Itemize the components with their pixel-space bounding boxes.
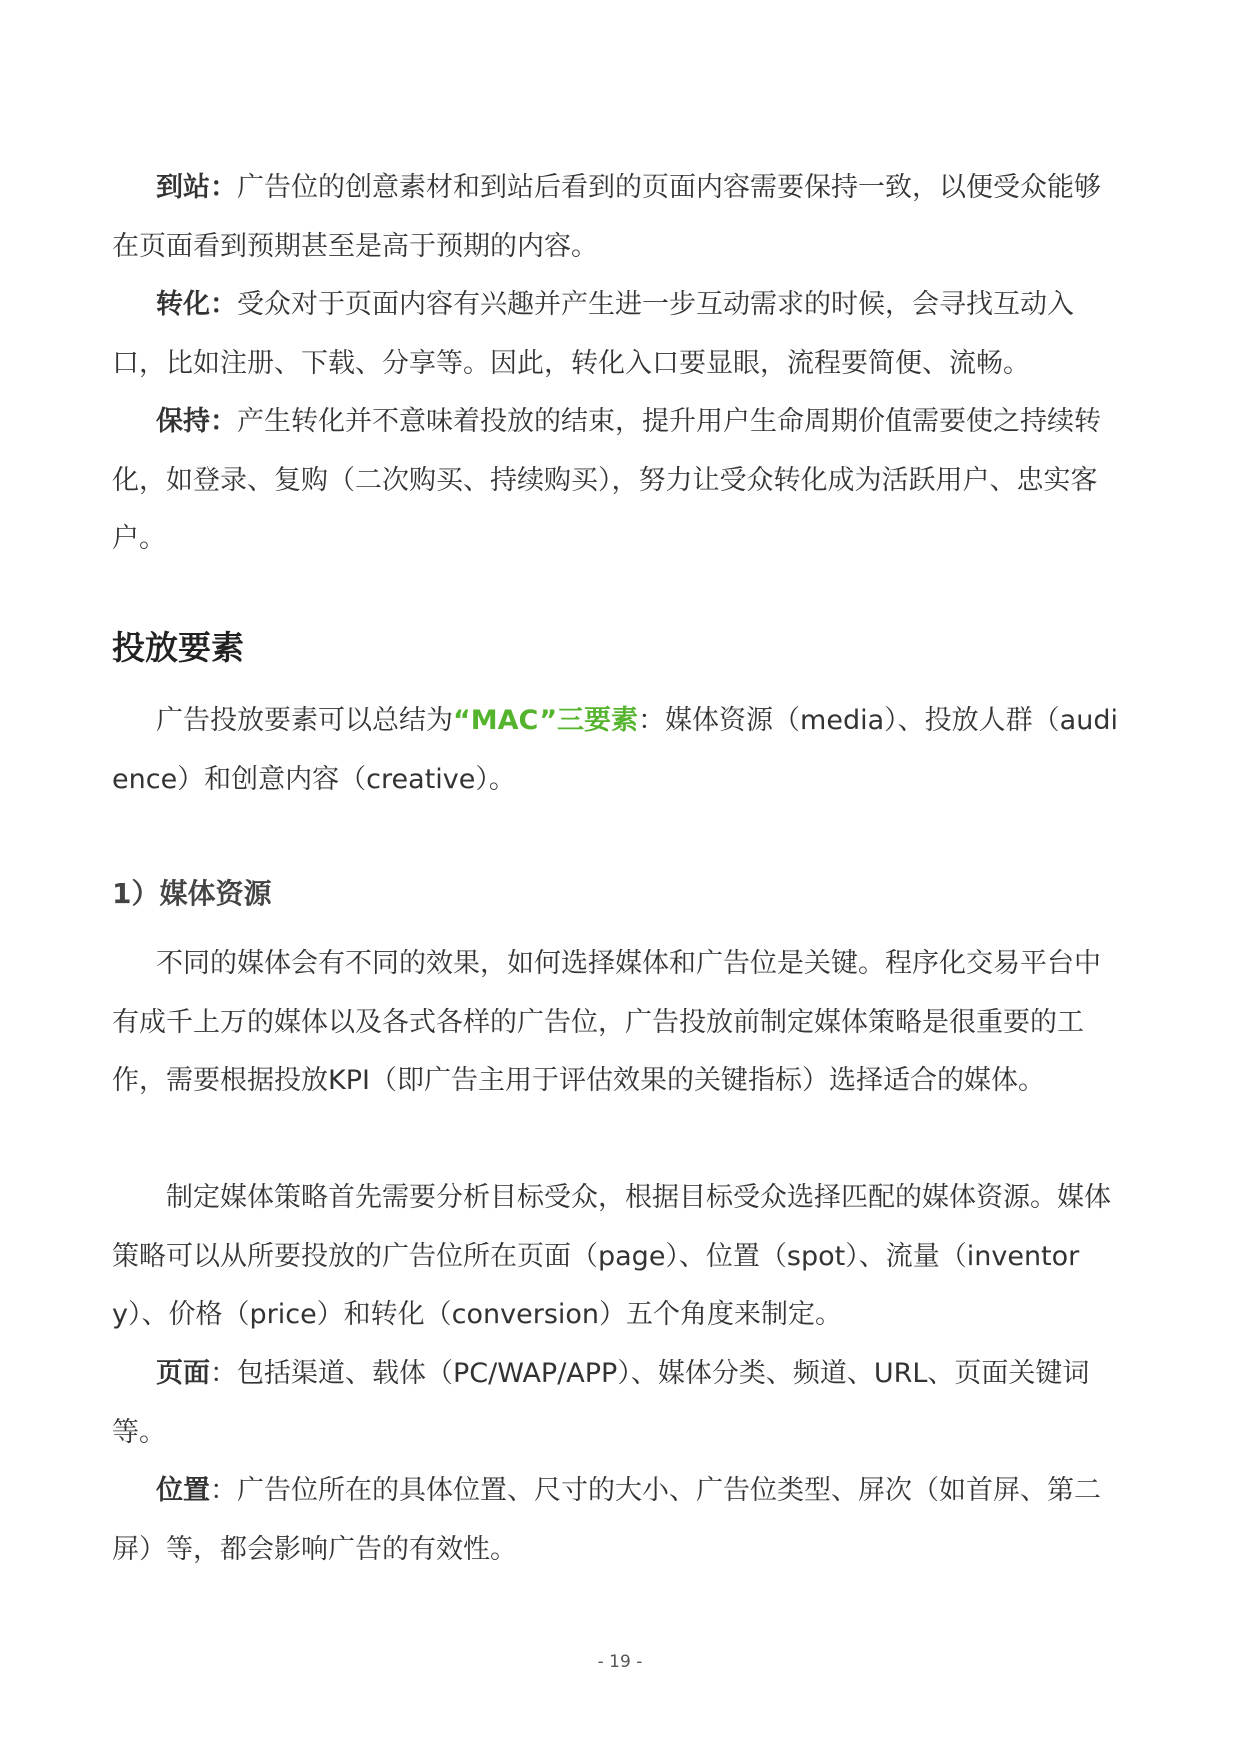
term-arrival: 到站： [156, 172, 237, 203]
paragraph-media-choice: 不同的媒体会有不同的效果，如何选择媒体和广告位是关键。程序化交易平台中有成千上万的媒体以及各式各样的广告位，广告投放前制定媒体策略是很重要的工作，需要根据投放KPI（即广告主用于评估效果的关键指标）选择适合的媒体。 [112, 948, 1101, 1096]
term-page: 页面 [156, 1358, 210, 1389]
paragraph-arrival [112, 159, 1122, 276]
paragraph-conversion-text: 受众对于页面内容有兴趣并产生进一步互动需求的时候，会寻找互动入口，比如注册、下载、分享等。因此，转化入口要显眼，流程要简便、流畅。 [112, 289, 1074, 379]
subsection-heading: 1）媒体资源 [112, 877, 272, 910]
paragraph-conversion [112, 276, 1122, 393]
paragraph-media-strategy: 制定媒体策略首先需要分析目标受众，根据目标受众选择匹配的媒体资源。媒体策略可以从所要投放的广告位所在页面（page）、位置（spot）、流量（inventory）、价格（price）和转化（conversion）五个角度来制定。 [112, 1182, 1111, 1330]
paragraph-page-text: ：包括渠道、载体（PC/WAP/APP）、媒体分类、频道、URL、页面关键词等。 [112, 1358, 1090, 1448]
term-spot: 位置 [156, 1475, 210, 1506]
section-heading: 投放要素 [112, 628, 244, 667]
paragraph-spot [112, 1462, 1122, 1579]
mac-detail-text: ：媒体资源（media）、投放人群（audience）和创意内容（creative）。 [112, 705, 1118, 795]
paragraph-mac [112, 692, 1122, 809]
mac-intro-text: 广告投放要素可以总结为 [156, 705, 453, 736]
term-conversion: 转化： [156, 289, 237, 320]
paragraph-arrival-text: 广告位的创意素材和到站后看到的页面内容需要保持一致，以便受众能够在页面看到预期甚至是高于预期的内容。 [112, 172, 1101, 262]
paragraph-page [112, 1345, 1122, 1462]
page-number: - 19 - [597, 1652, 643, 1672]
mac-highlight: “MAC”三要素 [453, 705, 639, 736]
paragraph-retention [112, 393, 1122, 569]
paragraph-spot-text: ：广告位所在的具体位置、尺寸的大小、广告位类型、屏次（如首屏、第二屏）等，都会影响广告的有效性。 [112, 1475, 1101, 1565]
paragraph-retention-text: 产生转化并不意味着投放的结束，提升用户生命周期价值需要使之持续转化，如登录、复购（二次购买、持续购买），努力让受众转化成为活跃用户、忠实客户。 [112, 406, 1101, 554]
term-retention: 保持： [156, 406, 237, 437]
